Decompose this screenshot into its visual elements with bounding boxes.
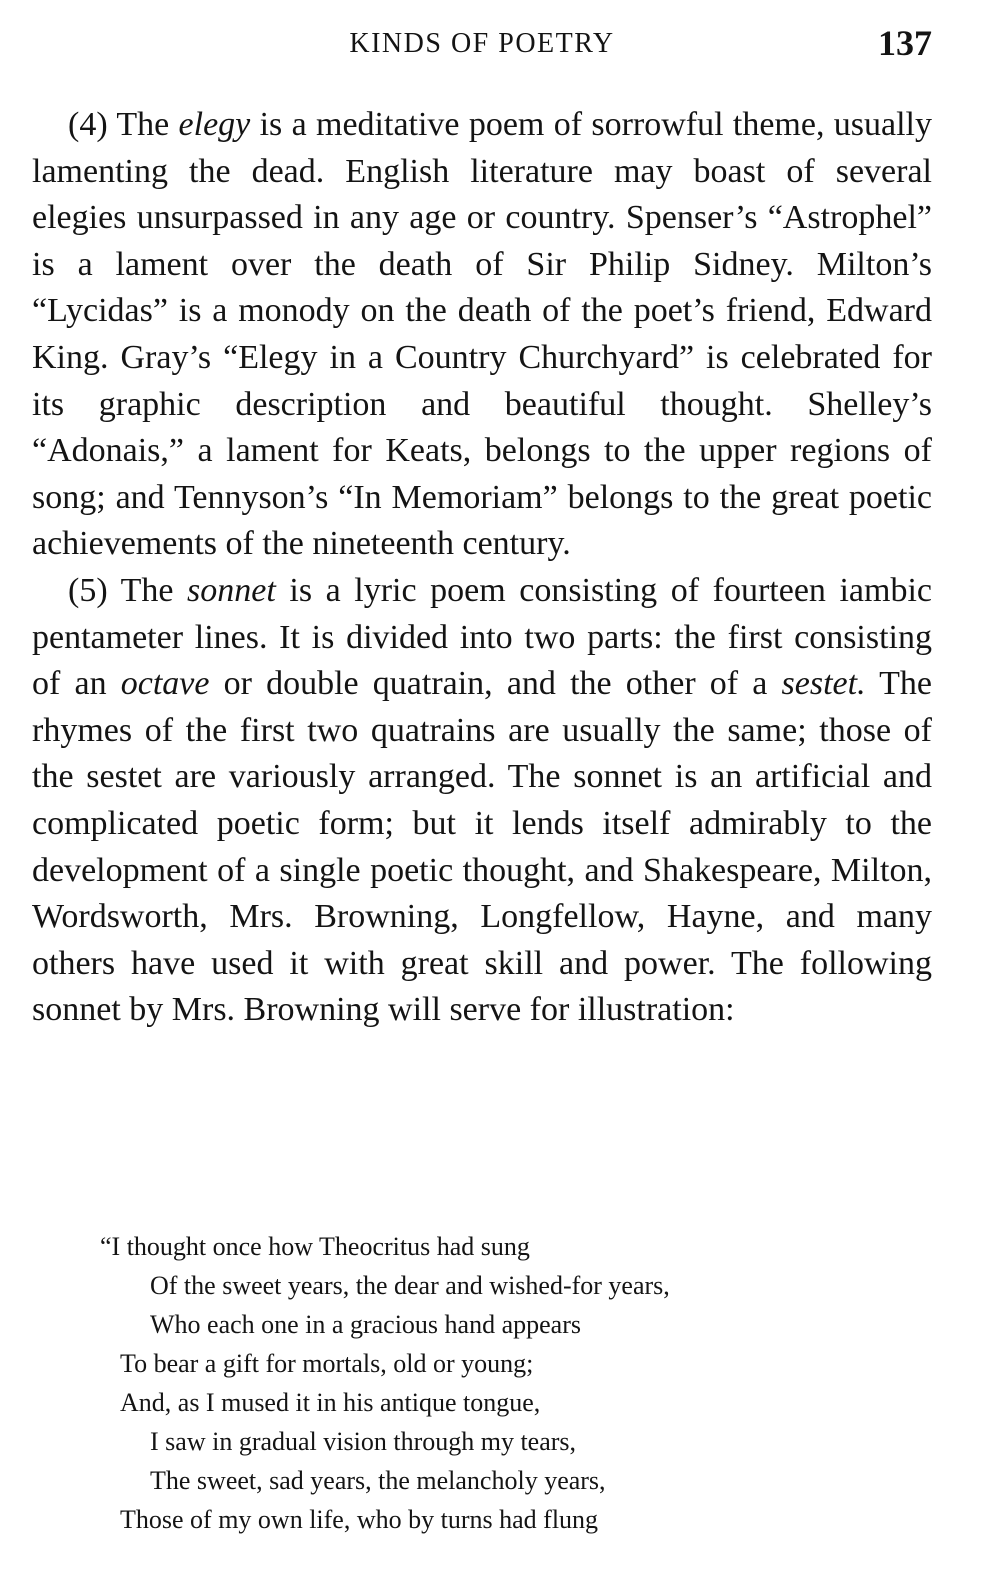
poem-quotation	[100, 1227, 900, 1539]
poem-line: “I thought once how Theocritus had sung	[100, 1232, 530, 1261]
poem-line: Those of my own life, who by turns had flung	[120, 1505, 599, 1534]
paragraph-elegy	[32, 102, 932, 568]
poem-line: The sweet, sad years, the melancholy years,	[150, 1466, 606, 1495]
elegy-term: elegy	[178, 106, 251, 143]
sestet-term: sestet.	[781, 665, 866, 703]
sonnet-text-4: The rhymes of the first two quatrains are usually the same; those of the sestet are variously arranged. The sonnet is an artificial and complicated poetic form; but it lends itself admirably to the development of a single poetic thought, and Shakespeare, Milton, Wordsworth, Mrs. Browning, Longfellow, Hayne, and many others have used it with great skill and power. The following sonnet by Mrs. Browning will serve for illustration:	[32, 665, 932, 1029]
sonnet-term: sonnet	[187, 571, 276, 609]
poem-line: Who each one in a gracious hand appears	[150, 1310, 581, 1339]
poem-line: And, as I mused it in his antique tongue,	[120, 1388, 541, 1417]
running-head	[32, 22, 932, 72]
elegy-text-1: (4) The	[68, 106, 179, 143]
sonnet-text-1: (5) The	[68, 571, 188, 609]
running-title: KINDS OF POETRY	[349, 28, 615, 59]
body-text	[32, 102, 932, 1034]
poem-line: I saw in gradual vision through my tears,	[150, 1427, 577, 1456]
poem-line: Of the sweet years, the dear and wished-for years,	[150, 1271, 670, 1300]
sonnet-text-2: is a lyric poem consisting of fourteen iambic pentameter lines. It is divided into two parts: the first consisting of an	[32, 571, 932, 703]
page-number: 137	[878, 23, 932, 63]
octave-term: octave	[120, 665, 210, 703]
sonnet-text-3: or double quatrain, and the other of a	[209, 665, 782, 703]
poem-line: To bear a gift for mortals, old or young;	[120, 1349, 534, 1378]
paragraph-sonnet	[32, 568, 932, 1034]
elegy-text-2: is a meditative poem of sorrowful theme, usually lamenting the dead. English literature may boast of several elegies unsurpassed in any age or country. Spenser’s “Astrophel” is a lament over the death of Sir Philip Sidney. Milton’s “Lycidas” is a monody on the death of the poet’s friend, Edward King. Gray’s “Elegy in a Country Churchyard” is celebrated for its graphic description and beautiful thought. Shelley’s “Adonais,” a lament for Keats, belongs to the upper regions of song; and Tennyson’s “In Memoriam” belongs to the great poetic achievements of the nineteenth century.	[32, 106, 932, 563]
